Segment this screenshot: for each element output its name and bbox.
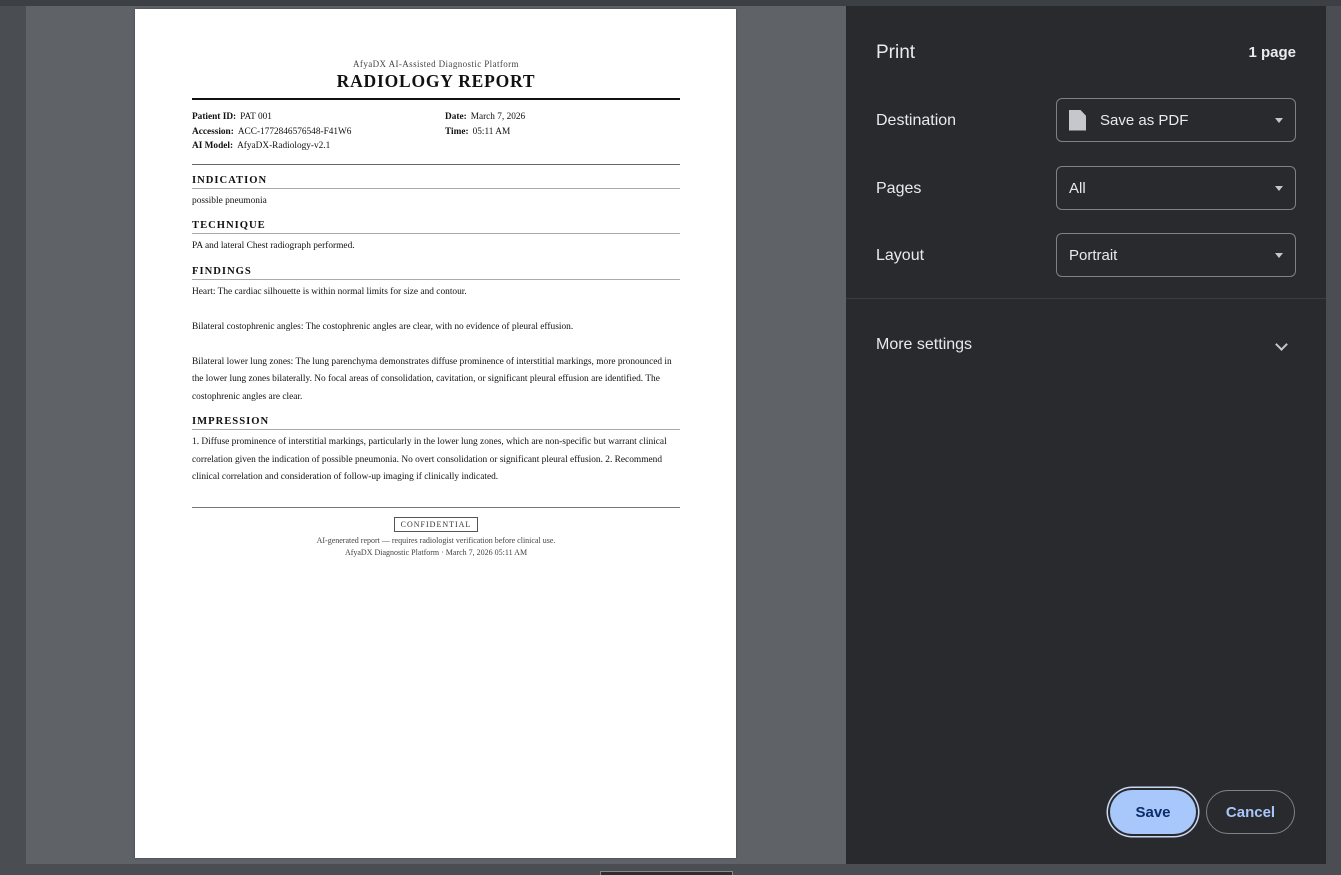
layout-label: Layout <box>876 247 925 264</box>
dropdown-caret-icon <box>1275 118 1283 123</box>
pages-value: All <box>1069 179 1086 197</box>
report-platform: AfyaDX AI-Assisted Diagnostic Platform <box>353 59 519 69</box>
indication-text: possible pneumonia <box>192 195 267 206</box>
save-button[interactable]: Save <box>1110 790 1196 834</box>
accession-row <box>192 125 445 140</box>
footer-stamp: AfyaDX Diagnostic Platform · March 7, 2026 05:11 AM <box>344 547 528 557</box>
date-label: Date: <box>445 112 467 122</box>
findings-paragraph: Bilateral costophrenic angles: The costophrenic angles are clear, with no evidence of pleural effusion. <box>192 321 574 332</box>
findings-paragraph: Heart: The cardiac silhouette is within normal limits for size and contour. <box>192 286 467 297</box>
report-meta <box>192 110 680 154</box>
preview-page <box>135 9 736 858</box>
page-count: 1 page <box>1248 44 1296 61</box>
layout-value: Portrait <box>1069 246 1118 264</box>
print-title: Print <box>876 42 916 63</box>
report-title: RADIOLOGY REPORT <box>336 71 536 91</box>
more-settings-toggle[interactable]: More settings <box>876 336 973 353</box>
time-value: 05:11 AM <box>472 126 511 137</box>
pages-select[interactable] <box>1056 166 1296 210</box>
destination-select[interactable] <box>1056 98 1296 142</box>
time-label: Time: <box>445 126 469 137</box>
ai-model-value: AfyaDX-Radiology-v2.1 <box>237 141 331 152</box>
technique-heading: TECHNIQUE <box>192 220 680 234</box>
technique-text: PA and lateral Chest radiograph performed. <box>192 241 355 252</box>
impression-text: 1. Diffuse prominence of interstitial markings, particularly in the lower lung zones, which are non-specific but warrant clinical correlation given the indication of possible pneumonia. No overt consolidation or significant pleural effusion. 2. Recommend clinical correlation and consideration of follow-up imaging if clinically indicated. <box>192 437 667 483</box>
patient-id-row <box>192 110 445 125</box>
bottom-tab-edge <box>600 871 733 875</box>
findings-heading: FINDINGS <box>192 266 680 280</box>
print-preview-area[interactable] <box>26 6 846 864</box>
meta-divider <box>192 164 680 165</box>
time-row <box>445 125 680 140</box>
findings-text <box>192 284 680 407</box>
title-divider <box>192 98 680 100</box>
meta-left-column <box>192 110 445 154</box>
footer-disclaimer: AI-generated report — requires radiologist verification before clinical use. <box>316 535 556 545</box>
dropdown-caret-icon <box>1275 253 1283 258</box>
cancel-button[interactable]: Cancel <box>1206 790 1295 834</box>
chevron-down-icon[interactable] <box>1275 338 1288 351</box>
dropdown-caret-icon <box>1275 186 1283 191</box>
date-row <box>445 110 680 125</box>
meta-right-column <box>445 110 680 154</box>
impression-heading: IMPRESSION <box>192 416 680 430</box>
destination-label: Destination <box>876 112 957 129</box>
file-icon <box>1069 110 1086 131</box>
radiology-report <box>192 59 680 557</box>
ai-model-label: AI Model: <box>192 141 234 152</box>
ai-model-row <box>192 139 445 154</box>
accession-value: ACC-1772846576548-F41W6 <box>237 126 352 137</box>
indication-heading: INDICATION <box>192 175 680 189</box>
findings-paragraph: Bilateral lower lung zones: The lung parenchyma demonstrates diffuse prominence of interstitial markings, more pronounced in the lower lung zones bilaterally. No focal areas of consolidation, cavitation, or significant pleural effusion are identified. The costophrenic angles are clear. <box>192 356 672 402</box>
accession-label: Accession: <box>192 126 234 137</box>
layout-select[interactable] <box>1056 233 1296 277</box>
patient-id-label: Patient ID: <box>192 112 237 122</box>
patient-id-value: PAT 001 <box>240 112 272 122</box>
print-settings-panel <box>846 6 1326 864</box>
pages-label: Pages <box>876 180 922 197</box>
date-value: March 7, 2026 <box>470 112 526 122</box>
panel-divider <box>846 298 1326 299</box>
report-footer <box>192 507 680 557</box>
confidential-badge: CONFIDENTIAL <box>394 517 479 532</box>
destination-value: Save as PDF <box>1100 111 1189 129</box>
